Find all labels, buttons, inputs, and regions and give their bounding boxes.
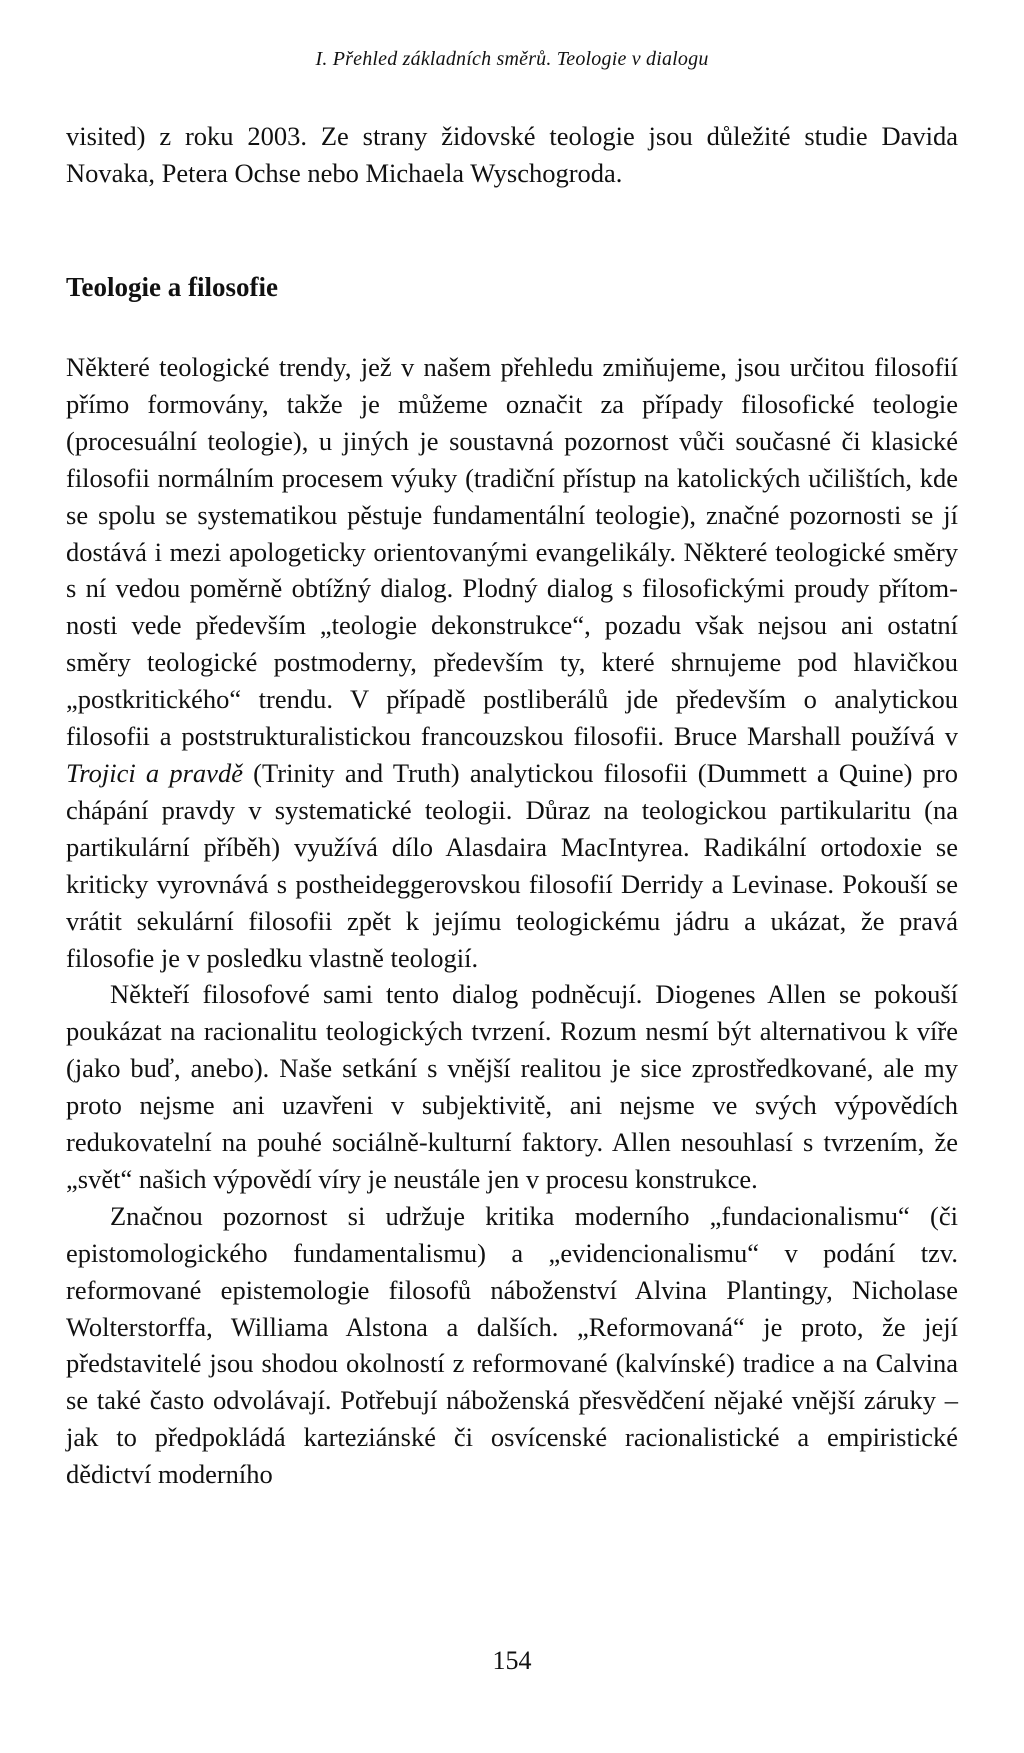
paragraph-1 [66, 349, 958, 976]
paragraph-3: Značnou pozornost si udržuje kritika moderního „fundacionalismu“ (či epistomologického fundamentalismu) a „evidencionalismu“ v podání tzv. reformované epistemologie filosofů náboženství Alvina Plantingy, Nicholase Wolterstorffa, Williama Alstona a dalších. „Reformovaná“ je proto, že její představitelé jsou shodou okolností z reformované (kalvínské) tradice a na Calvina se také často odvolávají. Potřebují náboženská přesvědčení nějaké vnější záruky – jak to předpokládá karteziánské či osvícenské racionalistické a empiristické dědictví moderního [66, 1200, 958, 1490]
paragraph-2: Někteří filosofové sami tento dialog podněcují. Diogenes Allen se pokouší poukázat na racionalitu teologických tvrzení. Rozum nesmí být alternativou k víře (jako buď, anebo). Naše setkání s vnější realitou je sice zprostředkované, ale my proto nejsme ani uzavřeni v subjektivitě, ani nejsme ve svých výpovědích redukovatelní na pouhé sociálně-kulturní faktory. Allen nesouhlasí s tvrzením, že „svět“ našich výpovědí víry je neustále jen v procesu konstrukce. [66, 979, 958, 1194]
intro-text [66, 118, 958, 192]
intro-paragraph: visited) z roku 2003. Ze strany židovské teologie jsou důležité studie Davida Novaka, Petera Ochse nebo Michaela Wyschogroda. [66, 121, 958, 188]
book-title: Trojici a pravdě [66, 757, 243, 788]
section-heading: Teologie a filosofie [66, 272, 278, 302]
paragraph-1-part-2: (Trinity and Truth) analytickou filosofii (Dummett a Quine) pro chápání pravdy v systematické teologii. Důraz na teologickou partikularitu (na partikulární příběh) využívá dílo Alasdaira MacIntyrea. Radikální ortodoxie se kriticky vyrovnává s postheideggerovskou filosofií Derridy a Levinase. Pokouší se vrátit sekulární filosofii zpět k jejímu teologickému jádru a ukázat, že pravá filosofie je v posledku vlastně teologií. [66, 757, 958, 973]
page-number: 154 [492, 1646, 532, 1675]
section-body [66, 349, 958, 1493]
paragraph-1-part-1: Některé teologické trendy, jež v našem přehledu zmiňujeme, jsou určitou filosofií přímo formovány, takže je můžeme označit za případy filosofické teologie (procesuální teologie), u jiných je soustavná pozornost vůči současné či klasické filosofii normálním procesem výuky (tradiční přístup na katolických učilištích, kde se spolu se systematikou pěstuje fundamentální teologie), značné pozornosti se jí dostává i mezi apologeticky orientovanými evangelikály. Některé teologické směry s ní vedou poměrně obtížný dialog. Plodný dialog s filosofickými proudy přítomnosti vede především „teologie dekonstrukce“, pozadu však nejsou ani ostatní směry teologické postmoderny, především ty, které shrnujeme pod hlavičkou „postkritického“ trendu. V případě postliberálů jde především o analytickou filosofii a poststrukturalistickou francouzskou filosofii. Bruce Marshall používá v [66, 352, 958, 752]
running-header: I. Přehled základních směrů. Teologie v dialogu [315, 48, 709, 70]
